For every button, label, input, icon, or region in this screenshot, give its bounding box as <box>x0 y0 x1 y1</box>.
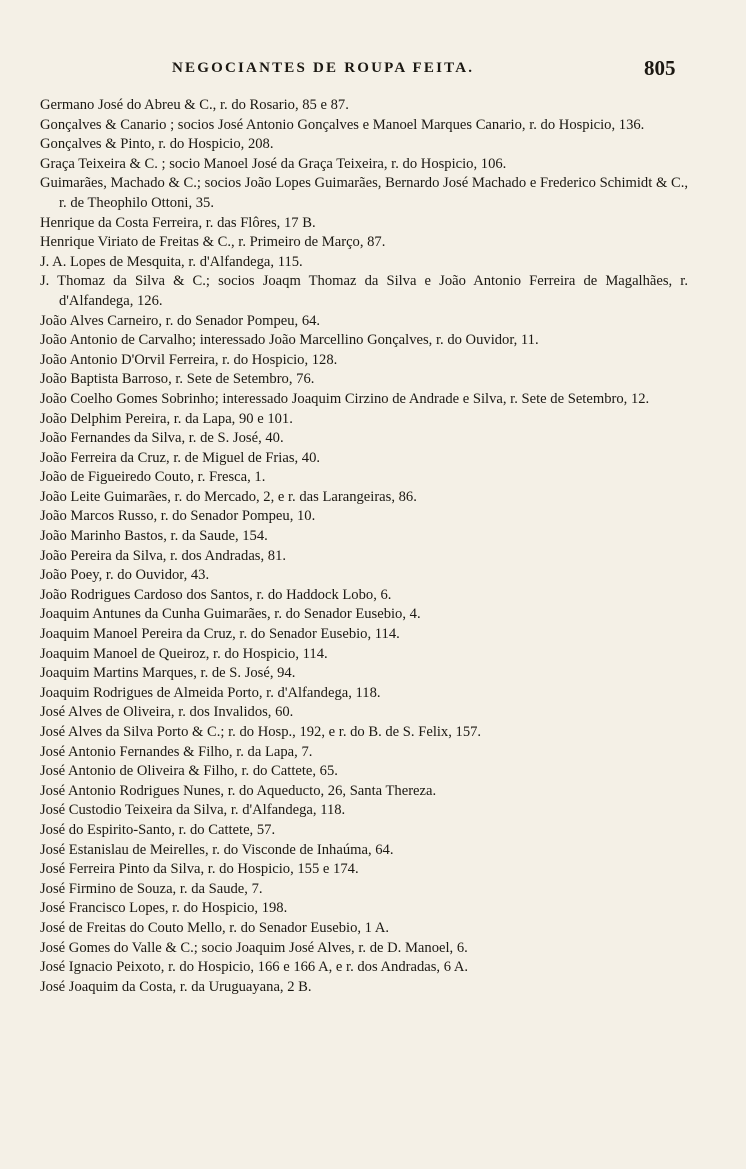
list-item: José de Freitas do Couto Mello, r. do Senador Eusebio, 1 A. <box>40 919 390 936</box>
list-item: João Poey, r. do Ouvidor, 43. <box>40 567 210 584</box>
list-item: João Ferreira da Cruz, r. de Miguel de Frias, 40. <box>40 449 321 466</box>
list-item: José Alves de Oliveira, r. dos Invalidos, 60. <box>40 704 294 721</box>
list-item: João Baptista Barroso, r. Sete de Setembro, 76. <box>40 371 315 388</box>
list-item: João Leite Guimarães, r. do Mercado, 2, e r. das Larangeiras, 86. <box>40 488 417 505</box>
list-item: José Ignacio Peixoto, r. do Hospicio, 166 e 166 A, e r. dos Andradas, 6 A. <box>40 959 469 976</box>
list-item: Gonçalves & Pinto, r. do Hospicio, 208. <box>40 136 274 153</box>
list-item: Joaquim Rodrigues de Almeida Porto, r. d'Alfandega, 118. <box>40 684 381 701</box>
list-item: Graça Teixeira & C. ; socio Manoel José da Graça Teixeira, r. do Hospicio, 106. <box>40 155 507 172</box>
list-item: José do Espirito-Santo, r. do Cattete, 57. <box>40 821 276 838</box>
page-header <box>0 56 746 90</box>
list-item: José Francisco Lopes, r. do Hospicio, 198. <box>40 900 288 917</box>
list-item: João Coelho Gomes Sobrinho; interessado Joaquim Cirzino de Andrade e Silva, r. Sete de Setembro, 12. <box>40 390 650 407</box>
list-item: Joaquim Martins Marques, r. de S. José, 94. <box>40 665 296 682</box>
list-item: João Marcos Russo, r. do Senador Pompeu, 10. <box>40 508 316 525</box>
list-item: João de Figueiredo Couto, r. Fresca, 1. <box>40 469 266 486</box>
list-item: José Firmino de Souza, r. da Saude, 7. <box>40 880 263 897</box>
list-item: Joaquim Manoel Pereira da Cruz, r. do Senador Eusebio, 114. <box>40 626 400 643</box>
list-item: José Joaquim da Costa, r. da Uruguayana, 2 B. <box>40 978 312 995</box>
list-item: Guimarães, Machado & C.; socios João Lopes Guimarães, Bernardo José Machado e Frederico Schimidt & C., r. de Theophilo Ottoni, 35. <box>40 175 688 211</box>
list-item: João Rodrigues Cardoso dos Santos, r. do Haddock Lobo, 6. <box>40 586 392 603</box>
list-item: João Delphim Pereira, r. da Lapa, 90 e 101. <box>40 410 293 427</box>
list-item: João Fernandes da Silva, r. de S. José, 40. <box>40 430 284 447</box>
list-item: Joaquim Manoel de Queiroz, r. do Hospicio, 114. <box>40 645 328 662</box>
page-number: 805 <box>644 56 676 80</box>
list-item: José Antonio Rodrigues Nunes, r. do Aqueducto, 26, Santa Thereza. <box>40 782 437 799</box>
list-item: Joaquim Antunes da Cunha Guimarães, r. do Senador Eusebio, 4. <box>40 606 421 623</box>
list-item: João Antonio de Carvalho; interessado João Marcellino Gonçalves, r. do Ouvidor, 11. <box>40 332 539 349</box>
list-item: Henrique Viriato de Freitas & C., r. Primeiro de Março, 87. <box>40 234 386 251</box>
list-item: José Antonio Fernandes & Filho, r. da Lapa, 7. <box>40 743 313 760</box>
list-item: Henrique da Costa Ferreira, r. das Flôres, 17 B. <box>40 214 316 231</box>
list-item: Gonçalves & Canario ; socios José Antonio Gonçalves e Manoel Marques Canario, r. do Hospicio, 136. <box>40 116 645 133</box>
running-head: NEGOCIANTES DE ROUPA FEITA. <box>172 60 475 76</box>
list-item: Germano José do Abreu & C., r. do Rosario, 85 e 87. <box>40 97 349 113</box>
list-item: João Alves Carneiro, r. do Senador Pompeu, 64. <box>40 312 321 329</box>
list-item: João Antonio D'Orvil Ferreira, r. do Hospicio, 128. <box>40 351 338 368</box>
list-item: João Marinho Bastos, r. da Saude, 154. <box>40 528 268 545</box>
list-item: José Custodio Teixeira da Silva, r. d'Alfandega, 118. <box>40 802 346 819</box>
list-item: José Estanislau de Meirelles, r. do Visconde de Inhaúma, 64. <box>40 841 394 858</box>
list-item: José Gomes do Valle & C.; socio Joaquim José Alves, r. de D. Manoel, 6. <box>40 939 468 956</box>
list-item: João Pereira da Silva, r. dos Andradas, 81. <box>40 547 287 564</box>
list-item: José Alves da Silva Porto & C.; r. do Hosp., 192, e r. do B. de S. Felix, 157. <box>40 724 482 740</box>
list-item: José Antonio de Oliveira & Filho, r. do Cattete, 65. <box>40 763 338 780</box>
list-item: José Ferreira Pinto da Silva, r. do Hospicio, 155 e 174. <box>40 861 359 878</box>
list-item: J. Thomaz da Silva & C.; socios Joaqm Thomaz da Silva e João Antonio Ferreira de Magalhães, r. d'Alfandega, 126. <box>40 273 688 309</box>
merchant-list <box>40 96 688 997</box>
list-item: J. A. Lopes de Mesquita, r. d'Alfandega, 115. <box>40 253 303 270</box>
